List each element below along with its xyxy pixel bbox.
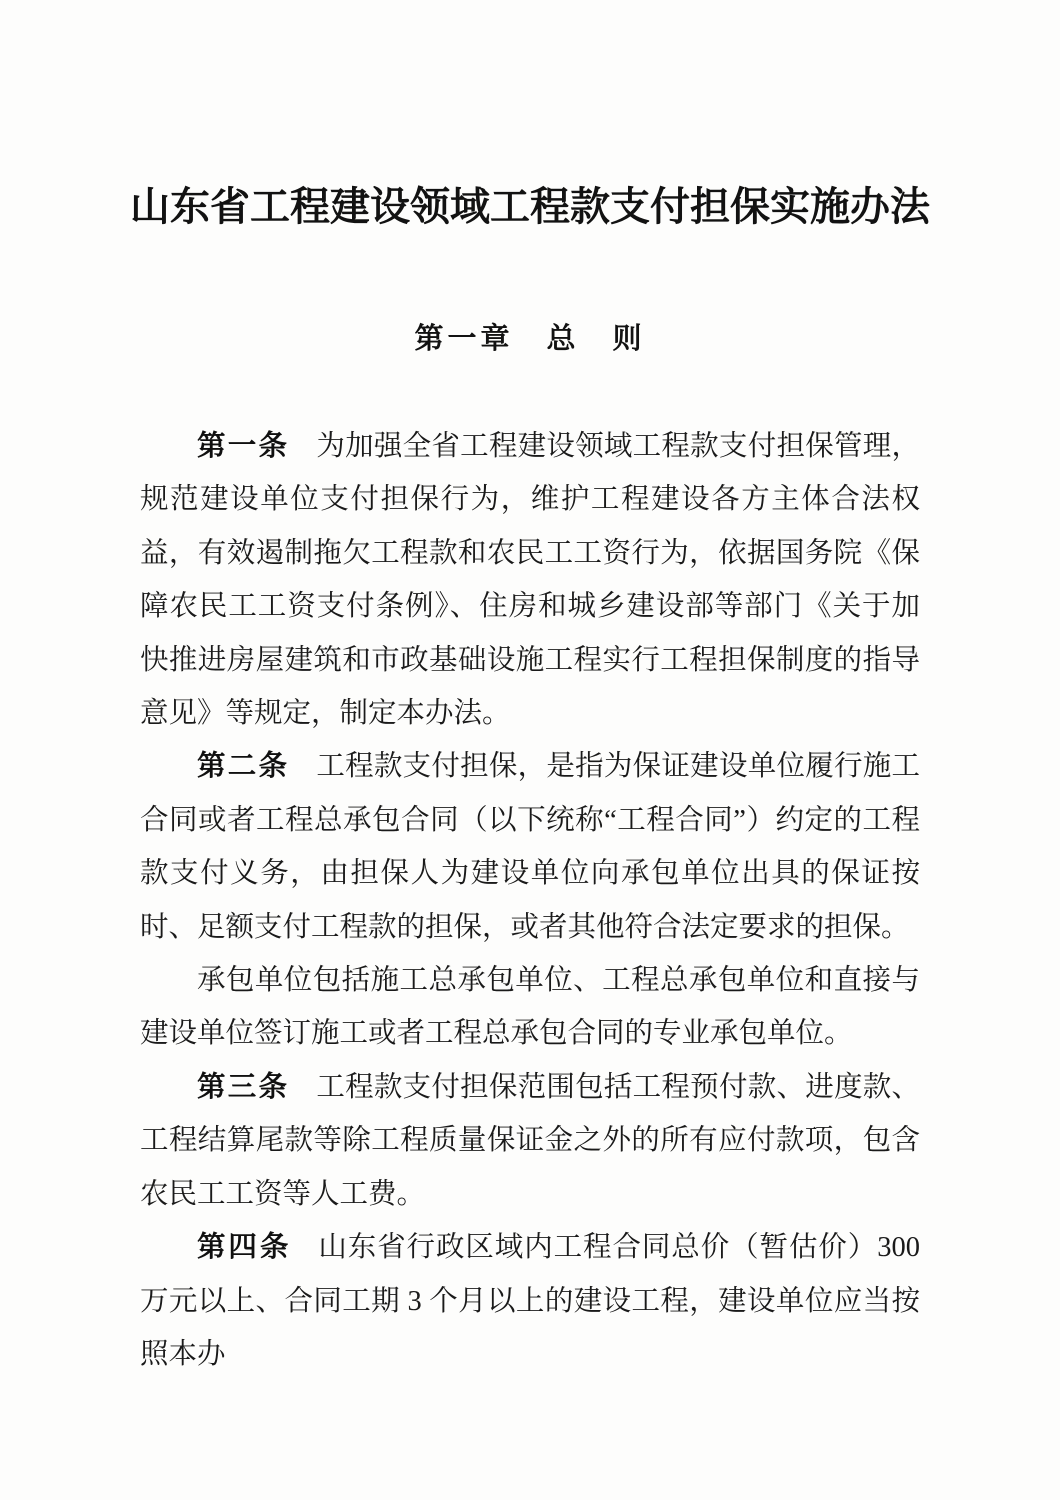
- paragraph: [140, 1061, 920, 1221]
- document-title: 山东省工程建设领域工程款支付担保实施办法: [130, 185, 930, 229]
- paragraph-text: 为加强全省工程建设领域工程款支付担保管理，规范建设单位支付担保行为，维护工程建设各方主体合法权益，有效遏制拖欠工程款和农民工工资行为，依据国务院《保障农民工工资支付条例》、住房和城乡建设部等部门《关于加快推进房屋建筑和市政基础设施工程实行工程担保制度的指导意见》等规定，制定本办法。: [140, 431, 920, 730]
- paragraph-text: 工程款支付担保，是指为保证建设单位履行施工合同或者工程总承包合同（以下统称“工程合同”）约定的工程款支付义务，由担保人为建设单位向承包单位出具的保证按时、足额支付工程款的担保，或者其他符合法定要求的担保。: [140, 751, 920, 943]
- paragraph: [140, 954, 920, 1061]
- paragraph: [140, 420, 920, 740]
- article-label: 第二条: [197, 750, 290, 783]
- paragraph: [140, 1221, 920, 1381]
- article-label: 第三条: [197, 1070, 290, 1103]
- document-body: [140, 420, 920, 1381]
- paragraph: [140, 740, 920, 954]
- article-label: 第一条: [197, 430, 290, 462]
- chapter-heading: 第一章 总 则: [414, 323, 646, 355]
- paragraph-text: 山东省行政区域内工程合同总价（暂估价）300 万元以上、合同工期 3 个月以上的建设工程，建设单位应当按照本办: [140, 1232, 920, 1370]
- paragraph-text: 工程款支付担保范围包括工程预付款、进度款、工程结算尾款等除工程质量保证金之外的所有应付款项，包含农民工工资等人工费。: [140, 1071, 920, 1210]
- paragraph-text: 承包单位包括施工总承包单位、工程总承包单位和直接与建设单位签订施工或者工程总承包合同的专业承包单位。: [140, 965, 920, 1050]
- article-label: 第四条: [197, 1231, 292, 1264]
